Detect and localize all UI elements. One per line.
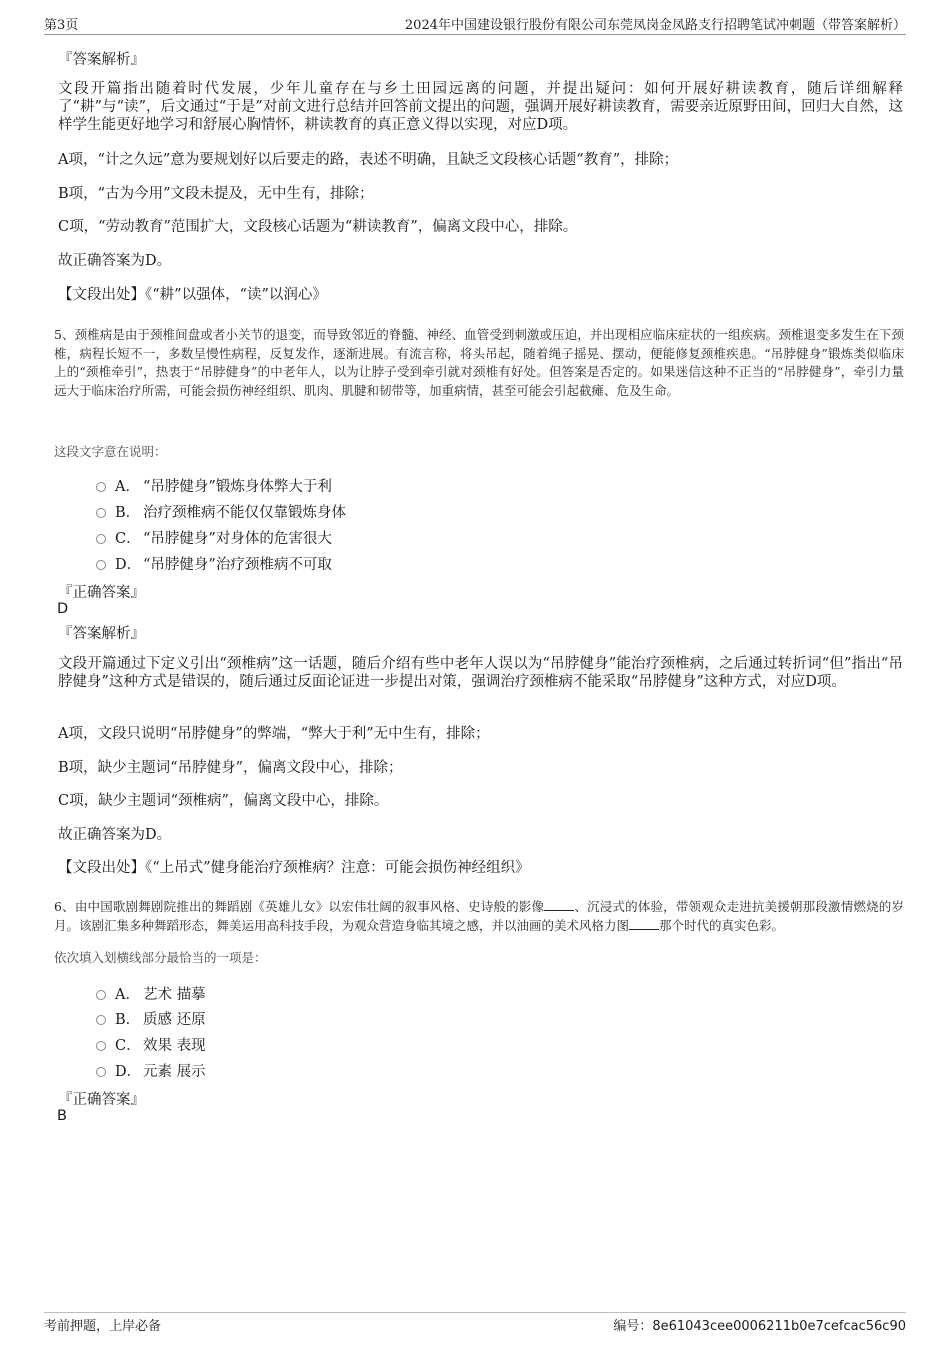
option-text: “吊脖健身”对身体的危害很大 — [143, 530, 332, 547]
option-key: C． — [115, 530, 141, 547]
document-title: 2024年中国建设银行股份有限公司东莞凤岗金凤路支行招聘笔试冲刺题（带答案解析） — [404, 18, 906, 33]
q5-source: 【文段出处】《“上吊式”健身能治疗颈椎病？注意：可能会损伤神经组织》 — [58, 860, 530, 876]
option-key: B． — [115, 504, 141, 521]
q4-source: 【文段出处】《“耕”以强体，“读”以润心》 — [58, 287, 327, 303]
q5-answer-label: 『正确答案』 — [58, 585, 145, 601]
q5-answer: D — [57, 601, 69, 617]
option-text: 效果 表现 — [143, 1037, 206, 1054]
q6-answer-label: 『正确答案』 — [58, 1092, 145, 1108]
q6-stem-part3: 那个时代的真实色彩。 — [659, 917, 785, 933]
fill-blank-2 — [629, 918, 659, 930]
option-text: “吊脖健身”锻炼身体弊大于利 — [143, 478, 332, 495]
q6-option-b[interactable] — [96, 1008, 206, 1028]
q5-option-a[interactable] — [96, 475, 332, 495]
page-footer — [44, 1312, 906, 1334]
q5-analysis-label: 『答案解析』 — [58, 626, 145, 642]
radio-icon[interactable] — [96, 1041, 106, 1051]
radio-icon[interactable] — [96, 560, 106, 570]
page-number: 第3页 — [44, 18, 79, 33]
q4-analysis-text: 文段开篇指出随着时代发展，少年儿童存在与乡土田园远离的问题，并提出疑问：如何开展好耕读教育，随后详细解释了“耕”与“读”，后文通过“于是”对前文进行总结并回答前文提出的问题，强调开展好耕读教育，需要亲近原野田间，回归大自然，这样学生能更好地学习和舒展心胸情怀，耕读教育的真正意义得以实现，对应D项。 — [58, 81, 903, 133]
q4-analysis-label: 『答案解析』 — [58, 52, 145, 68]
fill-blank-1 — [544, 899, 574, 911]
q6-answer: B — [57, 1108, 67, 1124]
q4-analysis-a: A项，“计之久远”意为要规划好以后要走的路，表述不明确，且缺乏文段核心话题“教育”，排除； — [58, 152, 679, 168]
option-text: 艺术 描摹 — [143, 986, 206, 1003]
q5-conclusion: 故正确答案为D。 — [58, 827, 172, 843]
page-header — [44, 14, 906, 35]
radio-icon[interactable] — [96, 1067, 106, 1077]
option-key: A． — [115, 478, 140, 495]
document-code: 编号：8e61043cee0006211b0e7cefcac56c90 — [613, 1319, 906, 1334]
q6-stem-part1: 6、由中国歌剧舞剧院推出的舞蹈剧《英雄儿女》以宏伟壮阔的叙事风格、史诗般的影像 — [54, 899, 545, 914]
q6-option-d[interactable] — [96, 1060, 206, 1080]
radio-icon[interactable] — [96, 482, 106, 492]
q6-option-c[interactable] — [96, 1034, 206, 1054]
radio-icon[interactable] — [96, 990, 106, 1000]
option-key: C． — [115, 1037, 141, 1054]
option-key: D． — [115, 1063, 142, 1080]
q4-conclusion: 故正确答案为D。 — [58, 253, 172, 269]
q5-analysis-a: A项，文段只说明“吊脖健身”的弊端，“弊大于利”无中生有，排除； — [58, 726, 490, 742]
radio-icon[interactable] — [96, 508, 106, 518]
option-text: “吊脖健身”治疗颈椎病不可取 — [143, 556, 332, 573]
q4-analysis-b: B项，“古为今用”文段未提及，无中生有，排除； — [58, 186, 374, 202]
q5-prompt: 这段文字意在说明： — [54, 444, 167, 459]
q4-analysis-c: C项，“劳动教育”范围扩大，文段核心话题为“耕读教育”，偏离文段中心，排除。 — [58, 219, 578, 235]
radio-icon[interactable] — [96, 1015, 106, 1025]
q6-prompt: 依次填入划横线部分最恰当的一项是： — [54, 950, 267, 965]
option-text: 质感 还原 — [143, 1011, 206, 1028]
q6-stem — [54, 898, 904, 935]
q5-stem: 5、颈椎病是由于颈椎间盘或者小关节的退变，而导致邻近的脊髓、神经、血管受到刺激或压迫，并出现相应临床症状的一组疾病。颈椎退变多发生在下颈椎，病程长短不一，多数呈慢性病程，反复发作，逐渐进展。有流言称，将头吊起，随着绳子摇晃、摆动，便能修复颈椎疾患。“吊脖健身”锻炼类似临床上的“颈椎牵引”，热衷于“吊脖健身”的中老年人，以为让脖子受到牵引就对颈椎有好处。但答案是否定的。如果迷信这种不正当的“吊脖健身”，牵引力量远大于临床治疗所需，可能会损伤神经组织、肌肉、肌腱和韧带等，加重病情，甚至可能会引起截瘫、危及生命。 — [54, 327, 904, 398]
q5-analysis-c: C项，缺少主题词“颈椎病”，偏离文段中心，排除。 — [58, 793, 389, 809]
q6-stem-part2: 、沉浸式的体验，带领观众走进抗美援朝那段激情燃烧的岁月。该剧汇集多种舞蹈形态，舞美运用高科技手段，为观众营造身临其境之感，并以油画的美术风格力图 — [54, 899, 904, 933]
q5-analysis-b: B项，缺少主题词“吊脖健身”，偏离文段中心，排除； — [58, 760, 403, 776]
q5-option-d[interactable] — [96, 553, 332, 573]
option-key: A． — [115, 986, 140, 1003]
option-text: 治疗颈椎病不能仅仅靠锻炼身体 — [143, 504, 346, 521]
q5-analysis-text: 文段开篇通过下定义引出“颈椎病”这一话题，随后介绍有些中老年人误以为“吊脖健身”能治疗颈椎病，之后通过转折词“但”指出“吊脖健身”这种方式是错误的，随后通过反面论证进一步提出对策，强调治疗颈椎病不能采取“吊脖健身”这种方式，对应D项。 — [58, 656, 903, 690]
q5-option-b[interactable] — [96, 501, 346, 521]
option-text: 元素 展示 — [143, 1063, 206, 1080]
option-key: B． — [115, 1011, 141, 1028]
option-key: D． — [115, 556, 142, 573]
q5-option-c[interactable] — [96, 527, 332, 547]
q6-option-a[interactable] — [96, 983, 206, 1003]
footer-slogan: 考前押题，上岸必备 — [44, 1319, 162, 1334]
radio-icon[interactable] — [96, 534, 106, 544]
